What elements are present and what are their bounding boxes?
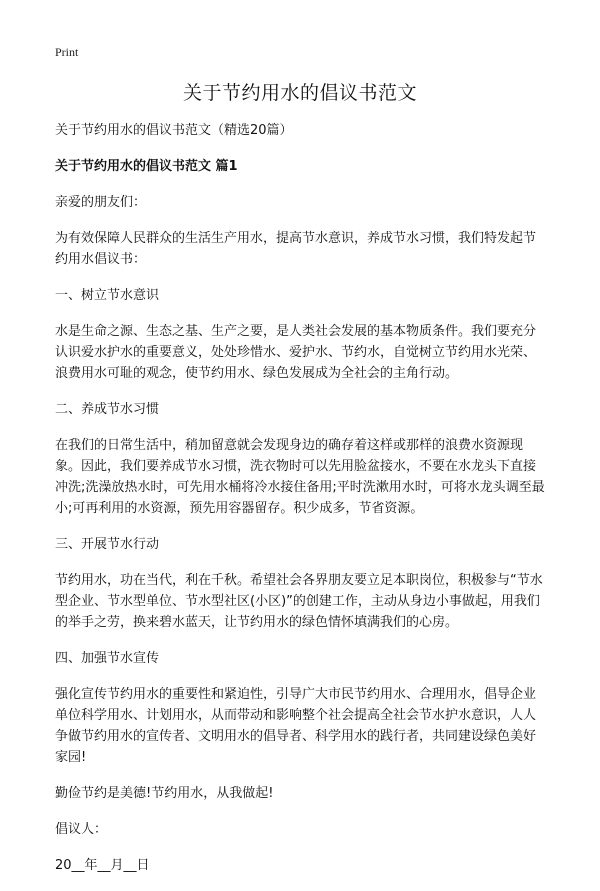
document-body <box>55 120 547 891</box>
point-heading-4: 四、加强节水宣传 <box>55 651 160 666</box>
point-body-1: 水是生命之源、生态之基、生产之要，是人类社会发展的基本物质条件。我们要充分认识爱水护水的重要意义，处处珍惜水、爱护水、节约水，自觉树立节约用水光荣、浪费用水可耻的观念，使节约用水、绿色发展成为全社会的主角行动。 <box>55 324 537 381</box>
print-link[interactable]: Print <box>55 45 79 59</box>
greeting: 亲爱的朋友们： <box>55 195 147 210</box>
point-body-2: 在我们的日常生活中，稍加留意就会发现身边的确存着这样或那样的浪费水资源现象。因此，我们要养成节水习惯，洗衣物时可以先用脸盆接水，不要在水龙头下直接冲洗;洗澡放热水时，可先用水桶将冷水接住备用;平时洗漱用水时，可将水龙头调至最小;可再利用的水资源，预先用容器留存。积少成多，节省资源。 <box>55 438 545 516</box>
section-heading: 关于节约用水的倡议书范文 篇1 <box>55 159 238 174</box>
point-body-4: 强化宣传节约用水的重要性和紧迫性，引导广大市民节约用水、合理用水，倡导企业单位科学用水、计划用水，从而带动和影响整个社会提高全社会节水护水意识，人人争做节约用水的宣传者、文明用水的倡导者、科学用水的践行者，共同建设绿色美好家园! <box>55 687 537 765</box>
point-heading-1: 一、树立节水意识 <box>55 288 160 303</box>
point-heading-2: 二、养成节水习惯 <box>55 402 160 417</box>
document-title: 关于节约用水的倡议书范文 <box>182 82 417 104</box>
slogan: 勤俭节约是美德!节约用水，从我做起! <box>55 786 274 801</box>
document-subtitle: 关于节约用水的倡议书范文（精选20篇） <box>55 123 293 138</box>
intro-paragraph: 为有效保障人民群众的生活生产用水，提高节水意识，养成节水习惯，我们特发起节约用水倡议书： <box>55 231 537 267</box>
date-line: 20__年__月__日 <box>55 858 150 873</box>
point-heading-3: 三、开展节水行动 <box>55 537 160 552</box>
point-body-3: 节约用水，功在当代，利在千秋。希望社会各界朋友要立足本职岗位，积极参与“节水型企业、节水型单位、节水型社区(小区)”的创建工作，主动从身边小事做起，用我们的举手之劳，换来碧水蓝天，让节约用水的绿色情怀填满我们的心房。 <box>55 573 543 630</box>
signature-label: 倡议人： <box>55 822 108 837</box>
